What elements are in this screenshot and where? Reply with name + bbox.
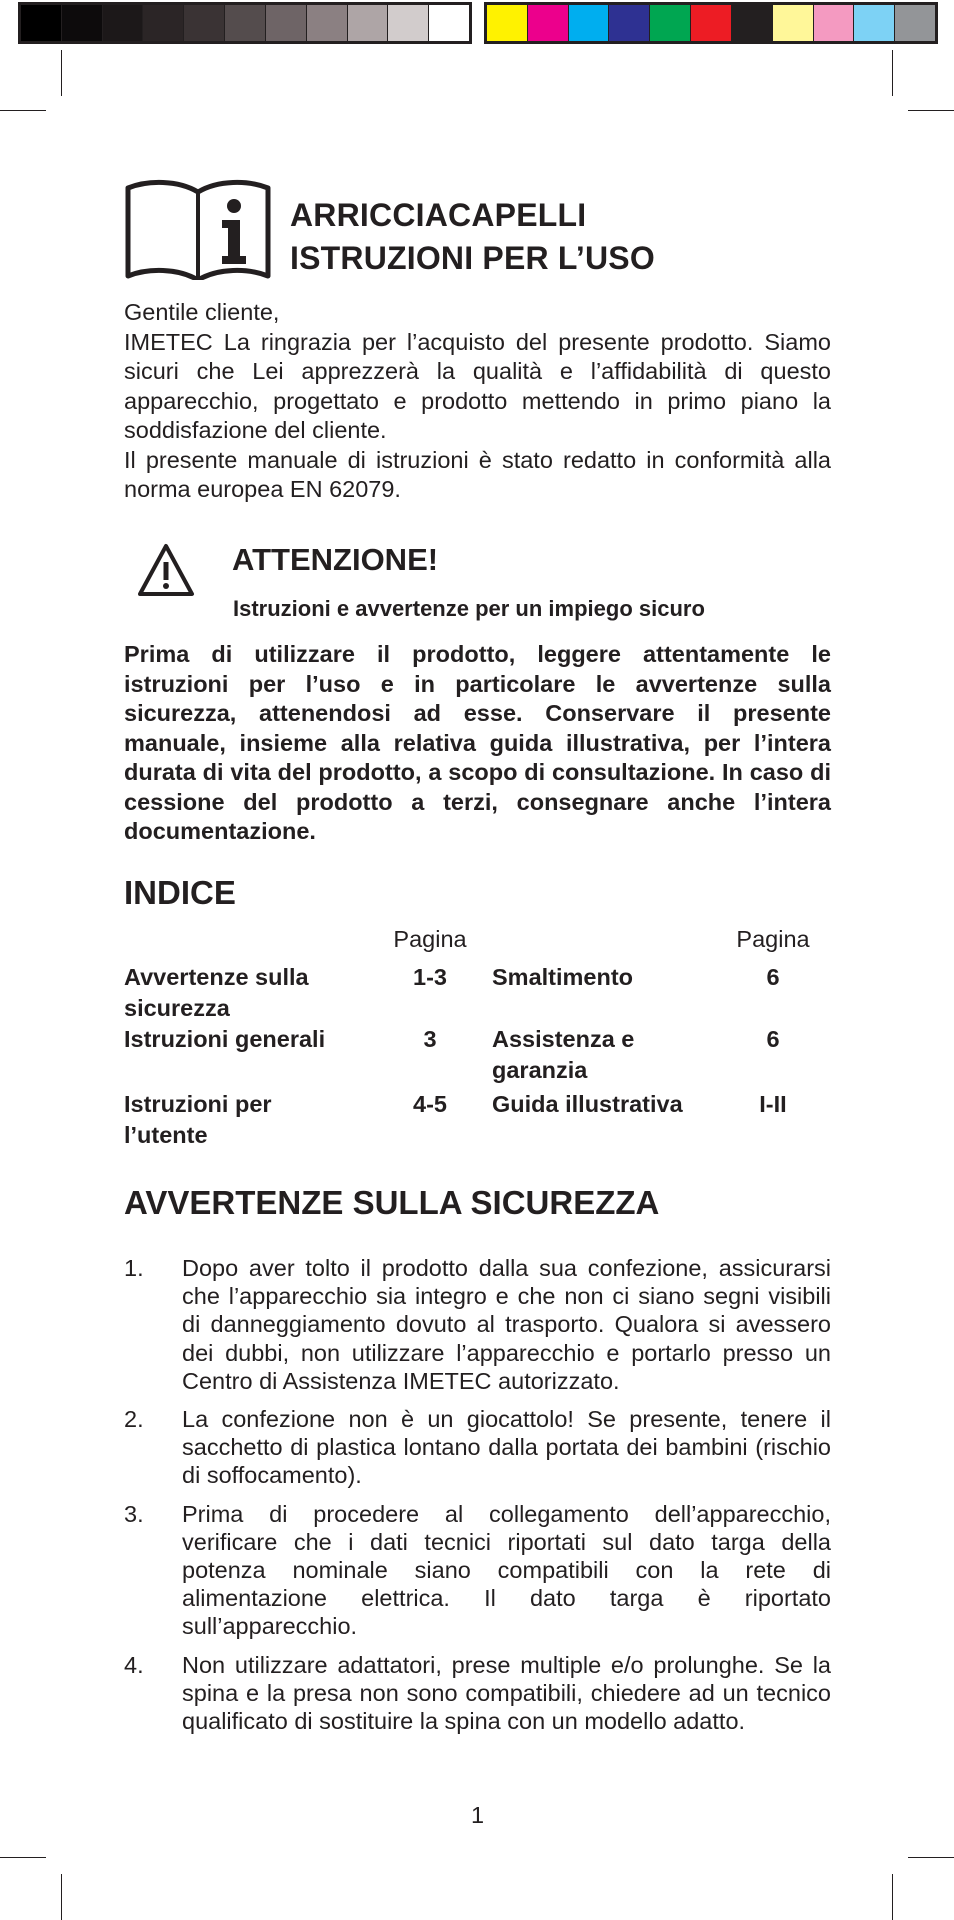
crop-mark-top-left-v — [61, 50, 62, 96]
info-book-icon — [124, 176, 272, 280]
color-swatch — [814, 5, 855, 41]
list-item — [124, 1254, 831, 1395]
list-item-number: 4. — [124, 1651, 144, 1678]
color-calibration-strip — [484, 2, 938, 44]
index-right-page: 6 — [766, 1026, 780, 1052]
safety-list — [124, 1254, 831, 1745]
color-swatch — [569, 5, 610, 41]
gray-swatch — [21, 5, 62, 41]
page-number: 1 — [470, 1802, 485, 1828]
color-swatch — [854, 5, 895, 41]
index-table — [124, 922, 831, 1151]
warning-block — [124, 532, 831, 628]
index-title: INDICE — [124, 874, 236, 911]
list-item-text: Non utilizzare adattatori, prese multiple e/o prolunghe. Se la spina e la presa non sono compatibili, chiedere ad un tecnico qualificato di sostituire la spina con un modello adatto. — [182, 1651, 831, 1735]
gray-swatch — [143, 5, 184, 41]
list-item-number: 1. — [124, 1255, 144, 1281]
color-swatch — [732, 5, 773, 41]
gray-swatch — [225, 5, 266, 41]
index-row — [124, 1024, 831, 1089]
index-row — [124, 962, 831, 1024]
gray-swatch — [348, 5, 389, 41]
list-item-number: 3. — [124, 1500, 144, 1527]
index-right-page: I-II — [759, 1091, 787, 1117]
document-title — [290, 194, 655, 280]
list-item — [124, 1500, 831, 1641]
intro-paragraph-2: Il presente manuale di istruzioni è stato redatto in conformità alla norma europea EN 62079. — [124, 446, 831, 502]
warning-text: Prima di utilizzare il prodotto, leggere attentamente le istruzioni per l’uso e in particolare le avvertenze sulla sicurezza, attenendosi ad esse. Conservare il presente manuale, insieme alla relativa guida illustrativa, per l’intera durata di vita del prodotto, a scopo di consultazione. In caso di cessione del prodotto a terzi, consegnare anche l’intera documentazione. — [124, 641, 831, 844]
title-line-2: ISTRUZIONI PER L’USO — [290, 240, 655, 276]
index-right-label: Assistenza e garanzia — [492, 1026, 635, 1083]
crop-mark-bottom-right-v — [892, 1874, 893, 1920]
color-swatch — [895, 5, 935, 41]
gray-swatch — [62, 5, 103, 41]
intro-paragraph-1: IMETEC La ringrazia per l’acquisto del presente prodotto. Siamo sicuri che Lei apprezzerà la qualità e l’affidabilità di questo apparecchio, progettato e prodotto mettendo in primo piano la soddisfazione del cliente. — [124, 328, 831, 443]
warning-subtitle: Istruzioni e avvertenze per un impiego sicuro — [233, 596, 705, 621]
list-item-text: Prima di procedere al collegamento dell’apparecchio, verificare che i dati tecnici riportati sul dato targa della potenza nominale siano compatibili con la rete di alimentazione elettrica. Il dato targa è riportato sull’apparecchio. — [182, 1500, 831, 1640]
title-line-1: ARRICCIACAPELLI — [290, 197, 587, 233]
index-right-label: Guida illustrativa — [492, 1091, 683, 1117]
greeting: Gentile cliente, — [124, 299, 280, 325]
color-swatch — [609, 5, 650, 41]
color-swatch — [691, 5, 732, 41]
list-item-text: La confezione non è un giocattolo! Se presente, tenere il sacchetto di plastica lontano dalla portata dei bambini (rischio di soffocamento). — [182, 1406, 831, 1489]
index-right-page: 6 — [766, 964, 780, 990]
page-header-right: Pagina — [736, 926, 810, 952]
crop-mark-top-right-v — [892, 50, 893, 96]
index-left-label: Istruzioni per l’utente — [124, 1091, 272, 1148]
index-row — [124, 1089, 831, 1151]
crop-mark-top-right-h — [908, 110, 954, 111]
gray-swatch — [266, 5, 307, 41]
color-swatch — [773, 5, 814, 41]
index-left-label: Avvertenze sulla sicurezza — [124, 964, 309, 1021]
color-swatch — [650, 5, 691, 41]
list-item-number: 2. — [124, 1406, 144, 1433]
crop-mark-bottom-left-h — [0, 1857, 46, 1858]
warning-title: ATTENZIONE! — [232, 542, 439, 577]
gray-swatch — [307, 5, 348, 41]
gray-swatch — [429, 5, 469, 41]
gray-swatch — [103, 5, 144, 41]
index-left-page: 4-5 — [413, 1091, 447, 1117]
title-block — [124, 172, 831, 284]
crop-mark-bottom-left-v — [61, 1874, 62, 1920]
crop-mark-top-left-h — [0, 110, 46, 111]
index-right-label: Smaltimento — [492, 964, 634, 990]
color-swatch — [487, 5, 528, 41]
page-header-left: Pagina — [393, 926, 467, 952]
safety-title: AVVERTENZE SULLA SICUREZZA — [124, 1184, 660, 1221]
list-item — [124, 1405, 831, 1490]
list-item — [124, 1651, 831, 1736]
index-left-label: Istruzioni generali — [124, 1026, 326, 1052]
gray-swatch — [184, 5, 225, 41]
grayscale-calibration-strip — [18, 2, 472, 44]
list-item-text: Dopo aver tolto il prodotto dalla sua confezione, assicurarsi che l’apparecchio sia integro e che non ci siano segni visibili di danneggiamento dovuto al trasporto. Qualora si avessero dei dubbi, non utilizzare l’apparecchio e portarlo presso un Centro di Assistenza IMETEC autorizzato. — [182, 1255, 831, 1394]
crop-mark-bottom-right-h — [908, 1857, 954, 1858]
index-left-page: 1-3 — [413, 964, 447, 990]
index-left-page: 3 — [423, 1026, 437, 1052]
warning-triangle-icon — [136, 542, 196, 598]
intro-section — [124, 298, 831, 505]
gray-swatch — [388, 5, 429, 41]
color-swatch — [528, 5, 569, 41]
index-header — [124, 922, 831, 962]
